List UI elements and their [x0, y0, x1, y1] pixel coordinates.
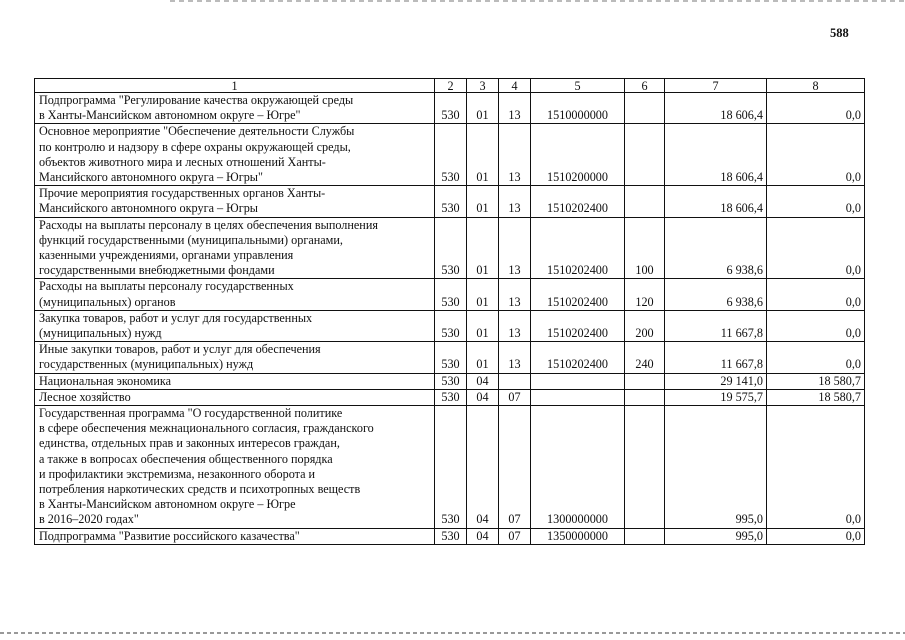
cell-c7: 995,0 — [665, 528, 767, 544]
cell-c4: 07 — [499, 389, 531, 405]
cell-c6 — [625, 93, 665, 124]
cell-c7: 995,0 — [665, 406, 767, 529]
cell-c2: 530 — [435, 389, 467, 405]
cell-c2: 530 — [435, 342, 467, 373]
cell-c2: 530 — [435, 186, 467, 217]
cell-c3: 04 — [467, 389, 499, 405]
scan-edge-top — [170, 0, 905, 2]
table-row — [35, 373, 865, 389]
row-name-line: функций государственными (муниципальными) органами, — [39, 232, 343, 247]
cell-c4: 13 — [499, 279, 531, 310]
scan-edge-bottom — [0, 632, 905, 634]
row-name-cell — [35, 217, 435, 279]
table-header-row — [35, 79, 865, 93]
cell-c5: 1510202400 — [531, 186, 625, 217]
cell-c7: 29 141,0 — [665, 373, 767, 389]
cell-c8: 0,0 — [767, 310, 865, 341]
row-name-line: Лесное хозяйство — [39, 389, 131, 404]
header-cell: 1 — [35, 79, 435, 93]
cell-c5 — [531, 373, 625, 389]
header-cell: 7 — [665, 79, 767, 93]
table-row — [35, 310, 865, 341]
cell-c4: 07 — [499, 528, 531, 544]
row-name-line: Иные закупки товаров, работ и услуг для обеспечения — [39, 342, 321, 357]
cell-c8: 0,0 — [767, 342, 865, 373]
cell-c7: 18 606,4 — [665, 93, 767, 124]
cell-c8: 18 580,7 — [767, 389, 865, 405]
cell-c4: 13 — [499, 310, 531, 341]
cell-c3: 01 — [467, 342, 499, 373]
cell-c7: 6 938,6 — [665, 279, 767, 310]
cell-c2: 530 — [435, 93, 467, 124]
cell-c2: 530 — [435, 217, 467, 279]
cell-c2: 530 — [435, 124, 467, 186]
row-name-cell — [35, 124, 435, 186]
cell-c7: 18 606,4 — [665, 186, 767, 217]
row-name-line: по контролю и надзору в сфере охраны окружающей среды, — [39, 139, 351, 154]
table-row — [35, 217, 865, 279]
row-name-line: Прочие мероприятия государственных органов Ханты- — [39, 186, 326, 201]
cell-c7: 11 667,8 — [665, 342, 767, 373]
header-cell: 6 — [625, 79, 665, 93]
cell-c6 — [625, 186, 665, 217]
row-name-line: в сфере обеспечения межнационального согласия, гражданского — [39, 421, 374, 436]
cell-c3: 01 — [467, 93, 499, 124]
row-name-line: (муниципальных) органов — [39, 294, 176, 309]
cell-c2: 530 — [435, 310, 467, 341]
row-name-line: Расходы на выплаты персоналу государственных — [39, 279, 294, 294]
row-name-line: единства, отдельных прав и законных интересов граждан, — [39, 436, 340, 451]
cell-c6 — [625, 389, 665, 405]
row-name-cell — [35, 279, 435, 310]
cell-c5: 1510202400 — [531, 310, 625, 341]
cell-c6: 100 — [625, 217, 665, 279]
row-name-cell — [35, 342, 435, 373]
row-name-cell — [35, 373, 435, 389]
table-row — [35, 124, 865, 186]
header-cell: 8 — [767, 79, 865, 93]
cell-c6 — [625, 124, 665, 186]
row-name-line: Национальная экономика — [39, 373, 172, 388]
cell-c5 — [531, 389, 625, 405]
table-row — [35, 186, 865, 217]
cell-c8: 0,0 — [767, 528, 865, 544]
row-name-cell — [35, 406, 435, 529]
row-name-line: Государственная программа "О государственной политике — [39, 406, 343, 421]
cell-c8: 0,0 — [767, 124, 865, 186]
row-name-cell — [35, 186, 435, 217]
cell-c4: 13 — [499, 93, 531, 124]
row-name-line: Подпрограмма "Развитие российского казачества" — [39, 528, 300, 543]
cell-c5: 1510202400 — [531, 217, 625, 279]
cell-c3: 04 — [467, 373, 499, 389]
cell-c2: 530 — [435, 279, 467, 310]
table-row — [35, 342, 865, 373]
cell-c5: 1350000000 — [531, 528, 625, 544]
row-name-cell — [35, 528, 435, 544]
cell-c6: 240 — [625, 342, 665, 373]
cell-c5: 1510202400 — [531, 279, 625, 310]
budget-table — [34, 78, 865, 545]
cell-c8: 0,0 — [767, 93, 865, 124]
cell-c7: 6 938,6 — [665, 217, 767, 279]
row-name-line: (муниципальных) нужд — [39, 326, 162, 341]
cell-c3: 04 — [467, 406, 499, 529]
cell-c3: 04 — [467, 528, 499, 544]
row-name-cell — [35, 310, 435, 341]
cell-c6 — [625, 406, 665, 529]
row-name-line: государственными внебюджетными фондами — [39, 263, 275, 278]
row-name-line: объектов животного мира и лесных отношений Ханты- — [39, 154, 326, 169]
cell-c4: 07 — [499, 406, 531, 529]
cell-c5: 1510202400 — [531, 342, 625, 373]
cell-c5: 1510200000 — [531, 124, 625, 186]
cell-c3: 01 — [467, 217, 499, 279]
row-name-line: потребления наркотических средств и психотропных веществ — [39, 482, 361, 497]
row-name-line: государственных (муниципальных) нужд — [39, 357, 254, 372]
cell-c4 — [499, 373, 531, 389]
row-name-line: Расходы на выплаты персоналу в целях обеспечения выполнения — [39, 217, 378, 232]
table-row — [35, 528, 865, 544]
cell-c2: 530 — [435, 406, 467, 529]
header-cell: 2 — [435, 79, 467, 93]
row-name-line: Мансийского автономного округа – Югры" — [39, 170, 263, 185]
row-name-line: Основное мероприятие "Обеспечение деятельности Службы — [39, 124, 355, 139]
cell-c6: 120 — [625, 279, 665, 310]
row-name-line: и профилактики экстремизма, незаконного оборота и — [39, 466, 316, 481]
row-name-line: в Ханты-Мансийском автономном округе – Югре — [39, 497, 296, 512]
cell-c4: 13 — [499, 124, 531, 186]
table-row — [35, 406, 865, 529]
cell-c2: 530 — [435, 528, 467, 544]
cell-c5: 1300000000 — [531, 406, 625, 529]
cell-c8: 0,0 — [767, 186, 865, 217]
cell-c8: 0,0 — [767, 406, 865, 529]
cell-c4: 13 — [499, 217, 531, 279]
header-cell: 4 — [499, 79, 531, 93]
cell-c6: 200 — [625, 310, 665, 341]
cell-c3: 01 — [467, 124, 499, 186]
row-name-cell — [35, 93, 435, 124]
table-row — [35, 279, 865, 310]
row-name-line: Подпрограмма "Регулирование качества окружающей среды — [39, 93, 354, 107]
row-name-line: в 2016–2020 годах" — [39, 512, 139, 527]
row-name-line: Закупка товаров, работ и услуг для государственных — [39, 310, 313, 325]
row-name-line: Мансийского автономного округа – Югры — [39, 201, 258, 216]
page-number: 588 — [830, 26, 849, 40]
cell-c7: 18 606,4 — [665, 124, 767, 186]
cell-c8: 0,0 — [767, 279, 865, 310]
cell-c3: 01 — [467, 279, 499, 310]
row-name-cell — [35, 389, 435, 405]
row-name-line: казенными учреждениями, органами управления — [39, 248, 294, 263]
header-cell: 5 — [531, 79, 625, 93]
table-row — [35, 389, 865, 405]
cell-c3: 01 — [467, 310, 499, 341]
cell-c8: 18 580,7 — [767, 373, 865, 389]
row-name-line: в Ханты-Мансийском автономном округе – Югре" — [39, 108, 301, 123]
cell-c2: 530 — [435, 373, 467, 389]
cell-c5: 1510000000 — [531, 93, 625, 124]
cell-c6 — [625, 373, 665, 389]
cell-c4: 13 — [499, 186, 531, 217]
row-name-line: а также в вопросах обеспечения общественного порядка — [39, 451, 333, 466]
table-row — [35, 93, 865, 124]
header-cell: 3 — [467, 79, 499, 93]
cell-c3: 01 — [467, 186, 499, 217]
cell-c8: 0,0 — [767, 217, 865, 279]
cell-c6 — [625, 528, 665, 544]
cell-c4: 13 — [499, 342, 531, 373]
cell-c7: 19 575,7 — [665, 389, 767, 405]
cell-c7: 11 667,8 — [665, 310, 767, 341]
